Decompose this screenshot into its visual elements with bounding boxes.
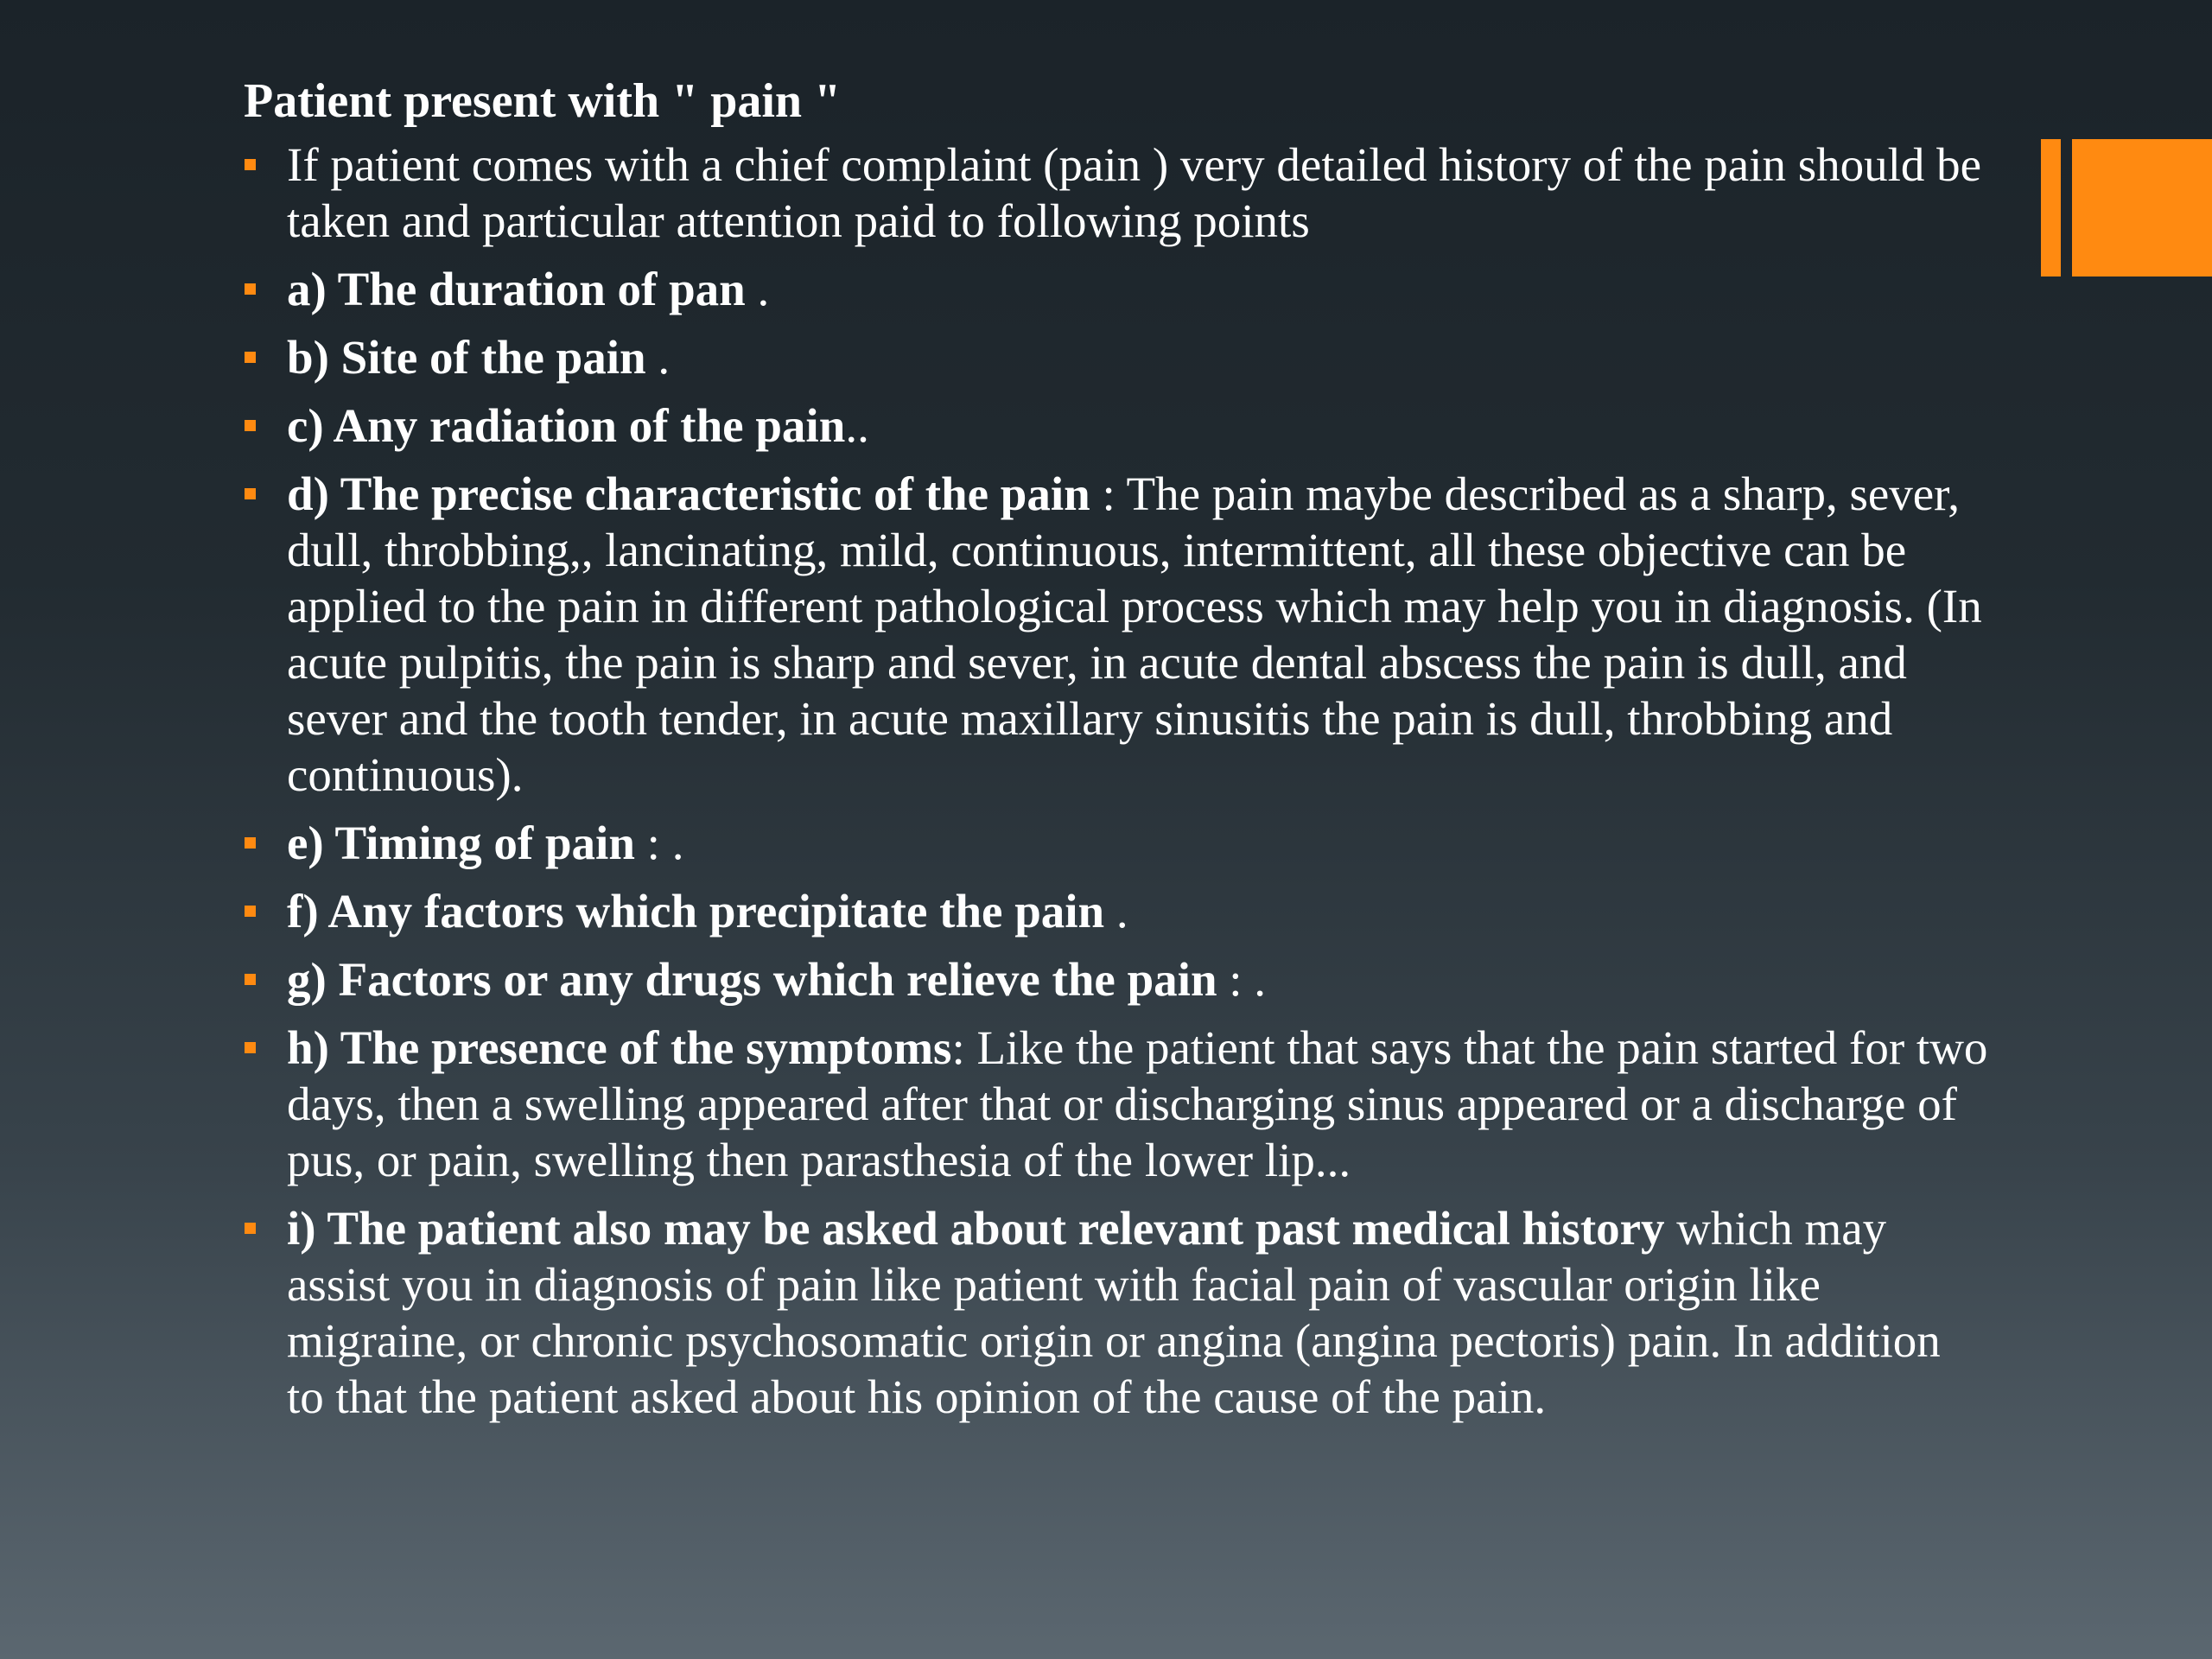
bullet-square-icon [245,488,256,499]
bullet-text: . [1104,885,1128,938]
bullet-square-icon [245,837,256,849]
bullet-text: : . [634,817,684,869]
bullet-item-intro [244,137,1989,249]
bullet-text: . [745,263,770,315]
bullet-item-f [244,883,1989,939]
bullet-text: .. [845,399,869,452]
bullet-text: which may assist you in diagnosis of pain like patient with facial pain of vascular origin like migraine, or chronic psychosomatic origin or angina (angina pectoris) pain. In addition to that the patient asked about his opinion of the cause of the pain. [287,1202,1941,1423]
bullet-text: . [645,331,671,384]
bullet-lead: f) Any factors which precipitate the pain [287,885,1105,938]
bullet-lead: b) Site of the pain [287,331,646,384]
bullet-lead: e) Timing of pain [287,817,635,869]
bullet-item-g [244,951,1989,1007]
slide-title: Patient present with " pain " [244,74,842,128]
bullet-square-icon [245,974,256,985]
bullet-square-icon [245,1042,256,1053]
bullet-square-icon [245,283,256,295]
bullet-lead: c) Any radiation of the pain [287,399,846,452]
bullet-text: : . [1217,953,1267,1006]
bullet-item-a [244,261,1989,317]
bullet-square-icon [245,159,256,170]
slide-content [244,71,1989,1437]
bullet-text: : The pain maybe described as a sharp, sever, dull, throbbing,, lancinating, mild, continuous, intermittent, all these objective can be applied to the pain in different pathological process which may help you in diagnosis. (In acute pulpitis, the pain is sharp and sever, in acute dental abscess the pain is dull, and sever and the tooth tender, in acute maxillary sinusitis the pain is dull, throbbing and continuous). [287,467,1982,801]
bullet-square-icon [245,906,256,917]
bullet-lead: a) The duration of pan [287,263,746,315]
bullet-item-b [244,329,1989,385]
bullet-list [244,137,1989,1425]
accent-bar-block [2072,139,2212,276]
bullet-lead: h) The presence of the symptoms [287,1021,952,1074]
bullet-item-i [244,1200,1989,1425]
accent-bar-thin [2041,139,2061,276]
bullet-square-icon [245,1223,256,1234]
bullet-text: : Like the patient that says that the pain started for two days, then a swelling appeared after that or discharging sinus appeared or a discharge of pus, or pain, swelling then parasthesia of the lower lip... [287,1021,1988,1186]
bullet-lead: g) Factors or any drugs which relieve the pain [287,953,1217,1006]
bullet-item-h [244,1020,1989,1188]
bullet-lead: d) The precise characteristic of the pain [287,467,1090,520]
bullet-text: If patient comes with a chief complaint (pain ) very detailed history of the pain should be taken and particular attention paid to following points [287,138,1982,247]
bullet-lead: i) The patient also may be asked about relevant past medical history [287,1202,1665,1255]
bullet-square-icon [245,420,256,431]
bullet-square-icon [245,352,256,363]
bullet-item-c [244,397,1989,454]
bullet-item-d [244,466,1989,803]
bullet-item-e [244,815,1989,871]
